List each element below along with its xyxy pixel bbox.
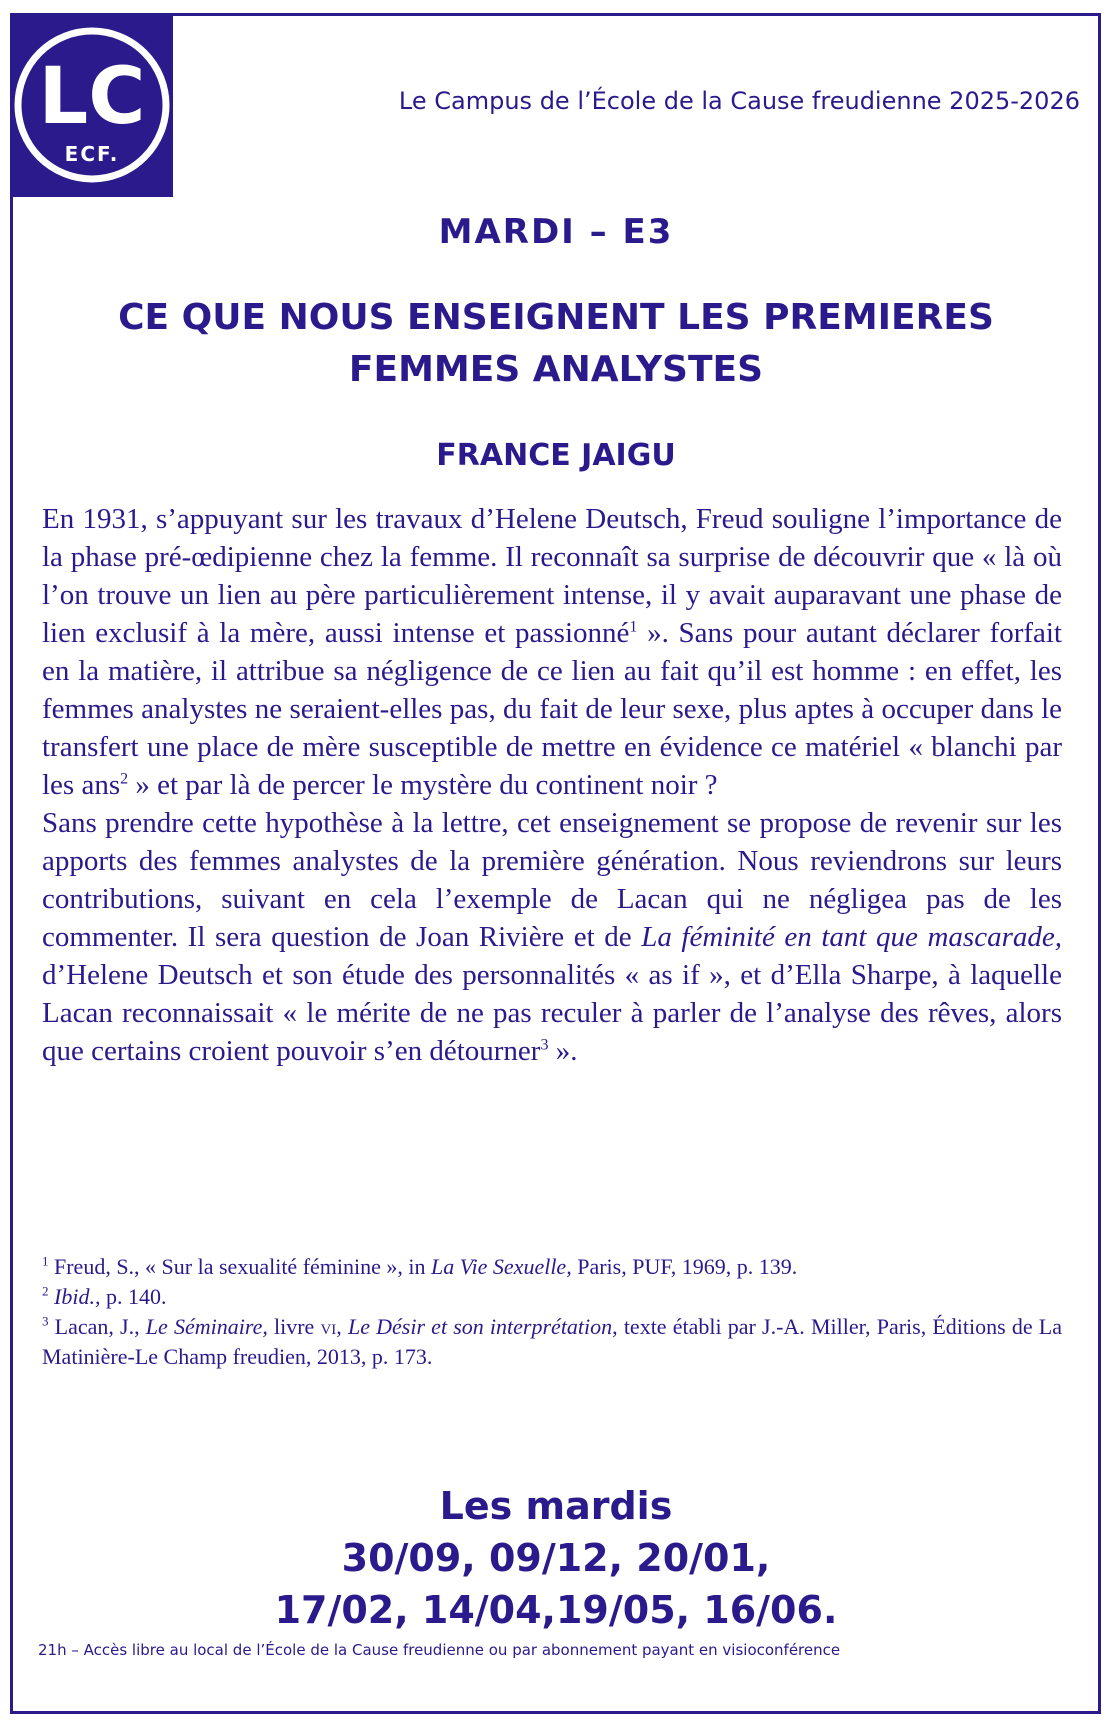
schedule-dates-line-2: 17/02, 14/04,19/05, 16/06.: [274, 1588, 838, 1632]
ecf-logo: [10, 13, 173, 197]
footnote-1: $^1$ Freud, S., « Sur la sexualité féminine », in La Vie Sexuelle, Paris, PUF, 1969, p. 139.: [42, 1253, 798, 1279]
logo-subtitle: ECF.: [64, 142, 120, 166]
header-title: Le Campus de l’École de la Cause freudienne 2025-2026: [398, 87, 1080, 115]
footnote-3: $^3$ Lacan, J., Le Séminaire, livre vi, Le Désir et son interprétation, texte établi par J.-A. Miller, Paris, Éditions de La Matinière-Le Champ freudien, 2013, p. 173.: [42, 1313, 1062, 1369]
footnote-ref-2: 2: [120, 770, 129, 788]
footnote-2: $^2$ Ibid., p. 140.: [42, 1283, 167, 1309]
course-title: CE QUE NOUS ENSEIGNENT LES PREMIERES FEMMES ANALYSTES: [118, 297, 994, 390]
footnote-ref-1: 1: [629, 618, 638, 636]
footnote-ref-3: 3: [540, 1036, 549, 1054]
author-name: FRANCE JAIGU: [436, 438, 676, 473]
paragraph-2: Sans prendre cette hypothèse à la lettre, cet enseignement se propose de revenir sur les apports des femmes analystes de la première génération. Nous reviendrons sur leurs contributions, suivant en cela l’exemple de Lacan qui ne négligea pas de les commenter. Il sera question de Joan Rivière et de La féminité en tant que mascarade, d’Helene Deutsch et son étude des personnalités « as if », et d’Ella Sharpe, à laquelle Lacan reconnaissait « le mérite de ne pas reculer à parler de l’analyse des rêves, alors que certains croient pouvoir s’en détourner$^3$ ».: [42, 807, 1062, 1067]
footnotes: [42, 1252, 1062, 1372]
schedule-heading: Les mardis: [439, 1484, 673, 1528]
book-title: La féminité en tant que mascarade,: [641, 921, 1062, 953]
logo-letters: LC: [38, 52, 146, 142]
schedule-dates-line-1: 30/09, 09/12, 20/01,: [341, 1536, 771, 1580]
course-description: [42, 500, 1062, 1070]
schedule-dates: [0, 1480, 1112, 1636]
access-info: 21h – Accès libre au local de l’École de la Cause freudienne ou par abonnement payant en visioconférence: [38, 1641, 841, 1659]
logo-icon: [10, 13, 173, 197]
paragraph-1: En 1931, s’appuyant sur les travaux d’Helene Deutsch, Freud souligne l’importance de la phase pré-œdipienne chez la femme. Il reconnaît sa surprise de découvrir que « là où l’on trouve un lien au père particulièrement intense, il y avait auparavant une phase de lien exclusif à la mère, aussi intense et passionné$^1$ ». Sans pour autant déclarer forfait en la matière, il attribue sa négligence de ce lien au fait qu’il est homme : en effet, les femmes analystes ne seraient-elles pas, du fait de leur sexe, plus aptes à occuper dans le transfert une place de mère susceptible de mettre en évidence ce matériel « blanchi par les ans$^2$ » et par là de percer le mystère du continent noir ?: [42, 503, 1062, 801]
day-code: MARDI – E3: [438, 212, 674, 252]
